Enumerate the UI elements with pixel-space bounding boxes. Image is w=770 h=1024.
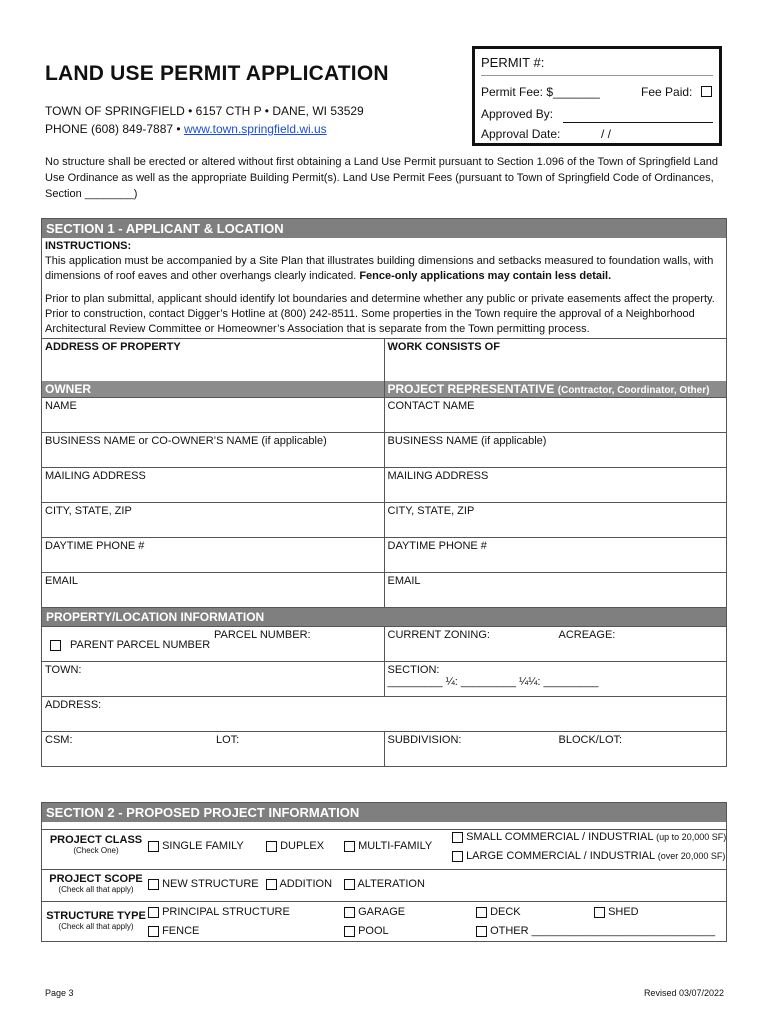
- section-1: [41, 218, 727, 767]
- multi-family-label: MULTI-FAMILY: [358, 840, 433, 852]
- principal-structure-option[interactable]: [148, 906, 290, 918]
- other-checkbox[interactable]: [476, 926, 487, 937]
- fence-option[interactable]: [148, 925, 199, 937]
- owner-email-field[interactable]: [42, 573, 384, 607]
- project-class-note: (Check One): [73, 846, 119, 855]
- page-number: Page 3: [45, 988, 74, 998]
- website-link[interactable]: www.town.springfield.wi.us: [183, 122, 327, 136]
- project-scope-row: [42, 869, 726, 902]
- single-family-checkbox[interactable]: [148, 841, 159, 852]
- rep-business-name-label: BUSINESS NAME (if applicable): [387, 435, 547, 447]
- approved-by-line[interactable]: [563, 122, 713, 123]
- owner-rep-row-mailing-address: [42, 467, 726, 502]
- owner-city-state-zip-field[interactable]: [42, 503, 384, 537]
- parcel-number-label: PARCEL NUMBER:: [214, 629, 311, 641]
- other-option[interactable]: [476, 925, 715, 937]
- zoning-cell[interactable]: [384, 627, 727, 661]
- parent-parcel-checkbox[interactable]: [50, 640, 61, 651]
- contact-line: [45, 122, 327, 136]
- lot-label: LOT:: [216, 734, 240, 746]
- owner-rep-rows: [42, 397, 726, 607]
- fence-checkbox[interactable]: [148, 926, 159, 937]
- shed-checkbox[interactable]: [594, 907, 605, 918]
- section-label: SECTION:: [387, 664, 440, 676]
- principal-structure-label: PRINCIPAL STRUCTURE: [162, 906, 290, 918]
- approval-date-slashes[interactable]: / /: [601, 127, 612, 141]
- addition-option[interactable]: [266, 878, 332, 890]
- garage-label: GARAGE: [358, 906, 406, 918]
- new-structure-option[interactable]: [148, 878, 259, 890]
- alteration-option[interactable]: [344, 878, 425, 890]
- subdivision-label: SUBDIVISION:: [387, 734, 462, 746]
- owner-rep-header: [42, 381, 726, 397]
- work-consists-of-label: WORK CONSISTS OF: [387, 341, 500, 353]
- addition-checkbox[interactable]: [266, 879, 277, 890]
- duplex-checkbox[interactable]: [266, 841, 277, 852]
- project-scope-note: (Check all that apply): [58, 885, 134, 894]
- large-commercial-checkbox[interactable]: [452, 851, 463, 862]
- rep-heading-note: (Contractor, Coordinator, Other): [557, 385, 710, 396]
- rep-email-label: EMAIL: [387, 575, 421, 587]
- instructions-p1-bold: Fence-only applications may contain less detail.: [359, 270, 612, 282]
- permit-fee-label: Permit Fee: $_______: [481, 85, 600, 99]
- duplex-label: DUPLEX: [280, 840, 325, 852]
- owner-mailing-address-field[interactable]: [42, 468, 384, 502]
- parcel-cell[interactable]: [42, 627, 384, 661]
- work-consists-of-field[interactable]: [384, 339, 727, 381]
- small-commercial-option[interactable]: [452, 831, 726, 843]
- structure-type-note: (Check all that apply): [58, 922, 134, 931]
- town-address: TOWN OF SPRINGFIELD • 6157 CTH P • DANE, WI 53529: [45, 104, 364, 118]
- address-of-property-label: ADDRESS OF PROPERTY: [45, 341, 181, 353]
- project-scope-label: PROJECT SCOPE: [49, 873, 143, 885]
- block-lot-label: BLOCK/LOT:: [558, 734, 623, 746]
- rep-daytime-phone-label: DAYTIME PHONE #: [387, 540, 487, 552]
- rep-city-state-zip-field[interactable]: [384, 503, 727, 537]
- project-class-row: [42, 829, 726, 870]
- revised-date: Revised 03/07/2022: [643, 988, 724, 998]
- large-commercial-option[interactable]: [452, 850, 725, 862]
- instructions: [42, 238, 726, 338]
- rep-name-field[interactable]: [384, 398, 727, 432]
- csm-row: [42, 731, 726, 766]
- address-label: ADDRESS:: [45, 699, 102, 711]
- rep-name-label: CONTACT NAME: [387, 400, 475, 412]
- owner-rep-row-city-state-zip: [42, 502, 726, 537]
- rep-daytime-phone-field[interactable]: [384, 538, 727, 572]
- csm-label: CSM:: [45, 734, 73, 746]
- pool-label: POOL: [358, 925, 389, 937]
- intro-paragraph: No structure shall be erected or altered without first obtaining a Land Use Permit pursuant to Section 1.096 of the Town of Springfield Land Use Ordinance as well as the appropriate Building Permit(s). Land Use Permit Fees (pursuant to Town of Springfield Code of Ordinances, Section ________): [45, 156, 719, 200]
- deck-option[interactable]: [476, 906, 521, 918]
- garage-checkbox[interactable]: [344, 907, 355, 918]
- structure-type-label-cell: [46, 910, 146, 931]
- permit-office-box: [472, 46, 722, 146]
- fee-paid-label: Fee Paid:: [641, 85, 693, 99]
- parcel-row: [42, 626, 726, 661]
- duplex-option[interactable]: [266, 840, 324, 852]
- project-class-label-cell: [46, 834, 146, 855]
- address-of-property-field[interactable]: [42, 339, 384, 381]
- acreage-label: ACREAGE:: [558, 629, 616, 641]
- section-field[interactable]: [384, 662, 727, 696]
- project-scope-label-cell: [46, 873, 146, 894]
- owner-city-state-zip-label: CITY, STATE, ZIP: [45, 505, 132, 517]
- rep-city-state-zip-label: CITY, STATE, ZIP: [387, 505, 475, 517]
- multi-family-checkbox[interactable]: [344, 841, 355, 852]
- section-2: [41, 802, 727, 942]
- pool-option[interactable]: [344, 925, 389, 937]
- town-field[interactable]: [42, 662, 384, 696]
- town-label: TOWN:: [45, 664, 82, 676]
- structure-type-row: [42, 901, 726, 942]
- address-field[interactable]: [42, 697, 726, 731]
- small-commercial-label: SMALL COMMERCIAL / INDUSTRIAL: [466, 831, 654, 843]
- town-section-row: [42, 661, 726, 696]
- small-commercial-checkbox[interactable]: [452, 832, 463, 843]
- deck-label: DECK: [490, 906, 521, 918]
- structure-type-label: STRUCTURE TYPE: [46, 910, 146, 922]
- deck-checkbox[interactable]: [476, 907, 487, 918]
- rep-mailing-address-field[interactable]: [384, 468, 727, 502]
- principal-structure-checkbox[interactable]: [148, 907, 159, 918]
- parent-parcel-label: PARENT PARCEL NUMBER: [70, 639, 211, 651]
- section-2-title: SECTION 2 - PROPOSED PROJECT INFORMATION: [42, 803, 726, 822]
- subdivision-cell[interactable]: [384, 732, 727, 766]
- shed-label: SHED: [608, 906, 639, 918]
- property-work-row: [42, 338, 726, 381]
- rep-heading: [384, 381, 727, 397]
- fence-label: FENCE: [162, 925, 200, 937]
- shed-option[interactable]: [594, 906, 639, 918]
- owner-rep-row-email: [42, 572, 726, 607]
- owner-rep-row-business-name: [42, 432, 726, 467]
- addition-label: ADDITION: [279, 878, 333, 890]
- address-row: [42, 696, 726, 731]
- current-zoning-label: CURRENT ZONING:: [387, 629, 490, 641]
- section-blanks: _________ ¼: _________ ¼¼: _________: [387, 676, 599, 688]
- property-heading: PROPERTY/LOCATION INFORMATION: [42, 607, 726, 626]
- phone-text: PHONE (608) 849-7887 •: [45, 122, 184, 136]
- new-structure-checkbox[interactable]: [148, 879, 159, 890]
- garage-option[interactable]: [344, 906, 405, 918]
- approval-date-label: Approval Date:: [481, 127, 561, 141]
- owner-heading: OWNER: [45, 382, 91, 396]
- rep-mailing-address-label: MAILING ADDRESS: [387, 470, 489, 482]
- owner-name-field[interactable]: [42, 398, 384, 432]
- rep-email-field[interactable]: [384, 573, 727, 607]
- owner-rep-row-daytime-phone: [42, 537, 726, 572]
- owner-email-label: EMAIL: [45, 575, 79, 587]
- owner-name-label: NAME: [45, 400, 77, 412]
- large-commercial-note: (over 20,000 SF): [657, 851, 726, 861]
- new-structure-label: NEW STRUCTURE: [162, 878, 259, 890]
- other-label: OTHER ______________________________: [490, 925, 716, 937]
- owner-daytime-phone-field[interactable]: [42, 538, 384, 572]
- owner-rep-row-name: [42, 397, 726, 432]
- instructions-label: INSTRUCTIONS:: [45, 240, 132, 252]
- pool-checkbox[interactable]: [344, 926, 355, 937]
- owner-business-name-label: BUSINESS NAME or CO-OWNER’S NAME (if applicable): [45, 435, 327, 447]
- single-family-option[interactable]: [148, 840, 244, 852]
- owner-daytime-phone-label: DAYTIME PHONE #: [45, 540, 145, 552]
- csm-cell[interactable]: [42, 732, 384, 766]
- fee-paid-checkbox[interactable]: [701, 86, 712, 97]
- page-title: LAND USE PERMIT APPLICATION: [45, 62, 389, 85]
- permit-number-label: PERMIT #:: [481, 55, 545, 70]
- instructions-p2: Prior to plan submittal, applicant should identify lot boundaries and determine whether any public or private easements affect the property. Prior to construction, contact Digger’s Hotline at (800) 242-8511. Some properties in the Town require the approval of a Neighborhood Architectural Review Committee or Homeowner’s Association that is separate from the Town permitting process.: [45, 293, 715, 335]
- approved-by-label: Approved By:: [481, 107, 554, 121]
- multi-family-option[interactable]: [344, 840, 432, 852]
- owner-mailing-address-label: MAILING ADDRESS: [45, 470, 146, 482]
- large-commercial-label: LARGE COMMERCIAL / INDUSTRIAL: [466, 850, 655, 862]
- alteration-checkbox[interactable]: [344, 879, 355, 890]
- small-commercial-note: (up to 20,000 SF): [656, 832, 727, 842]
- alteration-label: ALTERATION: [357, 878, 425, 890]
- single-family-label: SINGLE FAMILY: [162, 840, 244, 852]
- rep-heading-text: PROJECT REPRESENTATIVE: [387, 382, 555, 396]
- rep-business-name-field[interactable]: [384, 433, 727, 467]
- section-1-title: SECTION 1 - APPLICANT & LOCATION: [42, 219, 726, 238]
- instructions-p1: This application must be accompanied by a Site Plan that illustrates building dimensions and setbacks measured to foundation walls, with dimensions of roof eaves and other overhangs clearly indicated.: [45, 255, 714, 282]
- project-class-label: PROJECT CLASS: [49, 834, 143, 846]
- owner-business-name-field[interactable]: [42, 433, 384, 467]
